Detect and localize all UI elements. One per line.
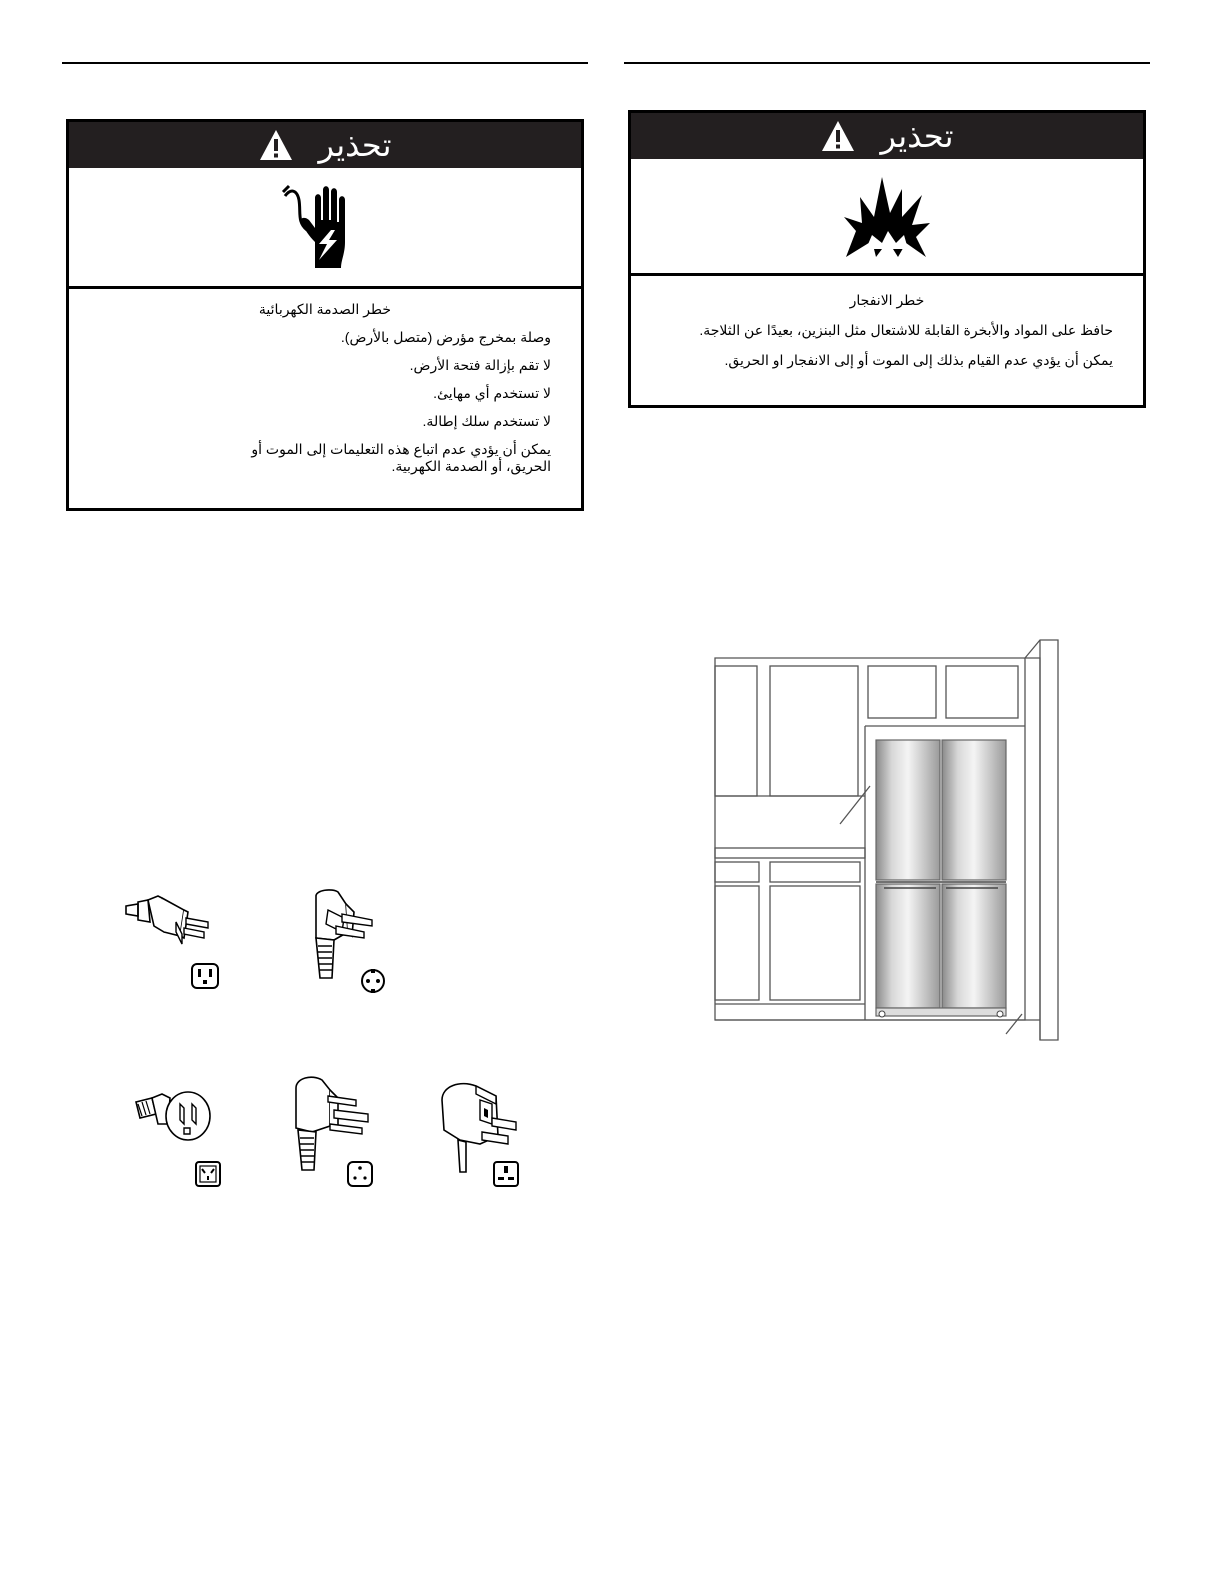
shock-warning-box — [66, 119, 584, 511]
shock-warning-line: يمكن أن يؤدي عدم اتباع هذه التعليمات إلى الموت أو الحريق، أو الصدمة الكهربية. — [251, 441, 551, 474]
left-top-rule — [62, 62, 588, 64]
in-plug-icon — [288, 1074, 378, 1174]
explosion-warning-line: حافظ على المواد والأبخرة القابلة للاشتعال مثل البنزين، بعيدًا عن الثلاجة. — [699, 322, 1113, 339]
explosion-warning-heading: خطر الانفجار — [849, 292, 925, 308]
shock-symbol-row — [69, 168, 581, 289]
shock-warning-line: لا تستخدم سلك إطالة. — [422, 413, 551, 430]
shock-warning-line: لا تستخدم أي مهايئ. — [433, 385, 551, 402]
us-outlet-icon — [190, 962, 220, 990]
refrigerator-in-cabinets-illustration — [700, 630, 1080, 1050]
shock-warning-text — [69, 289, 581, 482]
alert-triangle-icon — [821, 120, 855, 152]
shock-warning-header — [69, 122, 581, 168]
au-outlet-icon — [194, 1160, 222, 1188]
explosion-warning-header — [631, 113, 1143, 159]
electric-shock-hand-icon — [279, 182, 371, 272]
explosion-warning-text — [631, 276, 1143, 376]
shock-warning-line: وصلة بمخرج مؤرض (متصل بالأرض). — [340, 329, 551, 346]
us-plug-icon — [124, 892, 216, 948]
alert-triangle-icon — [259, 129, 293, 161]
uk-outlet-icon — [492, 1160, 520, 1188]
shock-warning-title: تحذير — [318, 126, 392, 164]
au-plug-icon — [132, 1084, 222, 1148]
explosion-warning-title: تحذير — [880, 117, 954, 155]
right-top-rule — [624, 62, 1150, 64]
explosion-symbol-row — [631, 159, 1143, 276]
explosion-warning-box — [628, 110, 1146, 408]
explosion-icon — [842, 173, 932, 259]
schuko-outlet-icon — [358, 966, 388, 996]
in-outlet-icon — [346, 1160, 374, 1188]
shock-warning-heading: خطر الصدمة الكهربائية — [258, 301, 392, 317]
shock-warning-line: لا تقم بإزالة فتحة الأرض. — [409, 357, 551, 374]
explosion-warning-line: يمكن أن يؤدي عدم القيام بذلك إلى الموت أو إلى الانفجار او الحريق. — [724, 352, 1113, 369]
